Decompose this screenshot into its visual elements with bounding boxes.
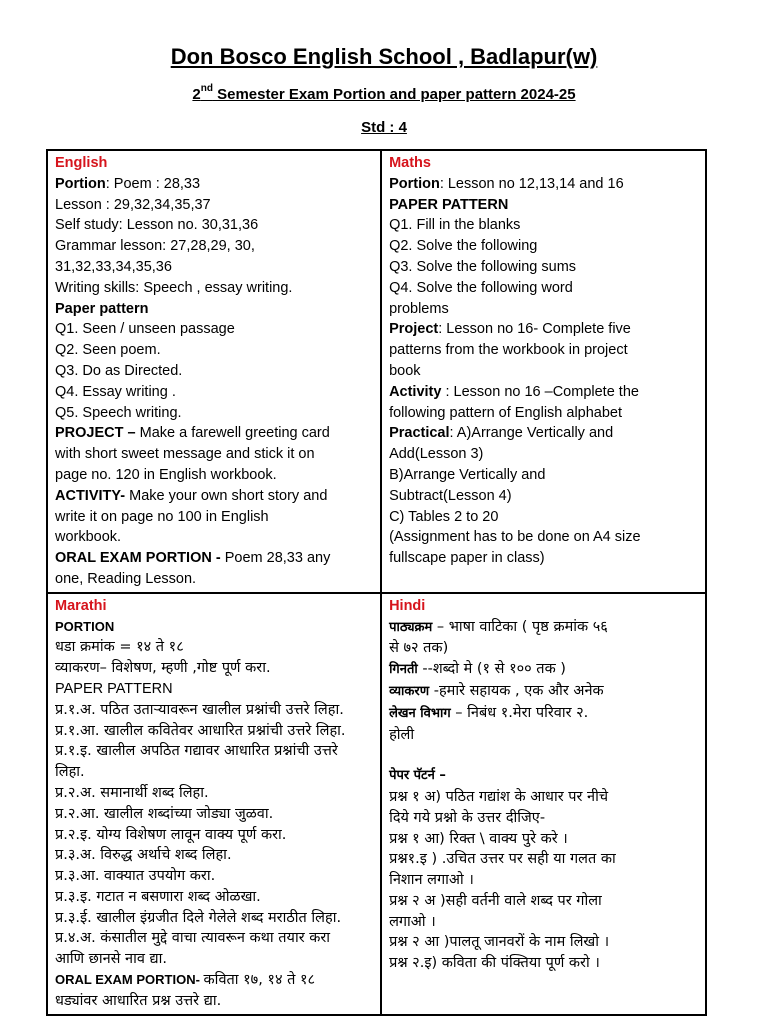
english-grammar-1: Grammar lesson: 27,28,29, 30, <box>55 238 255 255</box>
english-q1: Q1. Seen / unseen passage <box>55 321 235 338</box>
hindi-writing-1: लेखन विभाग – निबंध १.मेरा परिवार २. <box>389 704 589 721</box>
marathi-line: प्र.१.आ. खालील कवितेवर आधारित प्रश्नांची उत्तरे लिहा. <box>55 722 346 739</box>
hindi-line: प्रश्न २ अ )सही वर्तनी वाले शब्द पर गोला <box>389 892 602 909</box>
maths-q2: Q2. Solve the following <box>389 238 538 255</box>
english-section <box>47 150 381 593</box>
maths-practical-3: B)Arrange Vertically and <box>389 466 546 483</box>
maths-project-1: Project: Lesson no 16- Complete five <box>389 321 631 338</box>
maths-practical-5: C) Tables 2 to 20 <box>389 508 499 525</box>
english-writing: Writing skills: Speech , essay writing. <box>55 279 293 296</box>
hindi-section <box>381 593 706 1015</box>
exam-subtitle-rest: Semester Exam Portion and paper pattern 2024-25 <box>212 86 576 103</box>
marathi-line: PAPER PATTERN <box>55 680 173 697</box>
english-q4: Q4. Essay writing . <box>55 383 176 400</box>
english-project-1: PROJECT – Make a farewell greeting card <box>55 425 330 442</box>
maths-practical-1: Practical: A)Arrange Vertically and <box>389 425 614 442</box>
maths-practical-2: Add(Lesson 3) <box>389 446 484 463</box>
maths-paper-pattern: PAPER PATTERN <box>389 196 509 213</box>
maths-activity-1: Activity : Lesson no 16 –Complete the <box>389 383 639 400</box>
maths-project-2: patterns from the workbook in project <box>389 342 628 359</box>
english-activity-2: write it on page no 100 in English <box>55 508 269 525</box>
marathi-portion-label: PORTION <box>55 618 115 634</box>
maths-portion: Portion: Lesson no 12,13,14 and 16 <box>389 175 624 192</box>
english-activity-3: workbook. <box>55 529 122 546</box>
maths-practical-4: Subtract(Lesson 4) <box>389 487 512 504</box>
english-self-study: Self study: Lesson no. 30,31,36 <box>55 217 259 234</box>
hindi-line: निशान लगाओ । <box>389 872 474 889</box>
english-title: English <box>55 155 108 171</box>
hindi-writing-2: होली <box>389 726 415 743</box>
english-project-3: page no. 120 in English workbook. <box>55 466 277 483</box>
marathi-line: प्र.३.आ. वाक्यात उपयोग करा. <box>55 868 216 885</box>
hindi-syllabus-1: पाठ्यक्रम – भाषा वाटिका ( पृष्ठ क्रमांक ५६ <box>389 618 608 635</box>
english-activity-1: ACTIVITY- Make your own short story and <box>55 487 328 504</box>
marathi-line: प्र.३.अ. विरुद्ध अर्थाचे शब्द लिहा. <box>55 847 232 864</box>
hindi-counting: गिनती --शब्दो मे (१ से १०० तक ) <box>389 661 566 678</box>
maths-project-3: book <box>389 362 421 379</box>
maths-activity-2: following pattern of English alphabet <box>389 404 623 421</box>
standard-label: Std : 4 <box>361 119 407 136</box>
english-lesson: Lesson : 29,32,34,35,37 <box>55 196 211 213</box>
maths-practical-6: (Assignment has to be done on A4 size <box>389 529 641 546</box>
maths-q4-1: Q4. Solve the following word <box>389 279 573 296</box>
marathi-oral-2: धड्यांवर आधारित प्रश्न उत्तरे द्या. <box>55 992 222 1009</box>
marathi-section <box>47 593 381 1015</box>
maths-q3: Q3. Solve the following sums <box>389 258 577 275</box>
hindi-line: लगाओ । <box>389 913 436 930</box>
marathi-line: प्र.४.अ. कंसातील मुद्दे वाचा त्यावरून कथा तयार करा <box>55 930 331 947</box>
marathi-line: प्र.२.इ. योग्य विशेषण लावून वाक्य पूर्ण करा. <box>55 826 287 843</box>
english-portion: Portion: Poem : 28,33 <box>55 175 201 192</box>
english-paper-pattern: Paper pattern <box>55 300 149 317</box>
hindi-line: प्रश्न २.इ) कविता की पंक्तिया पूर्ण करो । <box>389 955 600 972</box>
hindi-line: प्रश्न १ अ) पठित गद्यांश के आधार पर नीचे <box>389 788 609 805</box>
marathi-line: धडा क्रमांक = १४ ते १८ <box>55 639 184 656</box>
hindi-line: प्रश्न २ आ )पालतू जानवरों के नाम लिखो । <box>389 934 610 951</box>
hindi-title: Hindi <box>389 597 426 614</box>
marathi-line: प्र.२.अ. समानार्थी शब्द लिहा. <box>55 784 209 801</box>
exam-subtitle-prefix: 2 <box>192 86 201 103</box>
maths-title: Maths <box>389 155 431 171</box>
hindi-syllabus-2: से ७२ तक) <box>389 640 449 657</box>
english-oral-2: one, Reading Lesson. <box>55 570 197 587</box>
english-project-2: with short sweet message and stick it on <box>55 446 315 463</box>
exam-subtitle <box>0 83 768 103</box>
marathi-line: लिहा. <box>55 764 85 781</box>
maths-q4-2: problems <box>389 300 449 317</box>
exam-subtitle-sup: nd <box>200 83 213 94</box>
marathi-line: प्र.३.ई. खालील इंग्रजीत दिले गेलेले शब्द मराठीत लिहा. <box>55 909 342 926</box>
english-oral-1: ORAL EXAM PORTION - Poem 28,33 any <box>55 550 331 567</box>
marathi-title: Marathi <box>55 597 107 614</box>
marathi-line: प्र.३.इ. गटात न बसणारा शब्द ओळखा. <box>55 888 261 905</box>
marathi-oral-1: ORAL EXAM PORTION- कविता १७, १४ ते १८ <box>55 972 316 989</box>
school-title: Don Bosco English School , Badlapur(w) <box>170 44 598 69</box>
hindi-line: दिये गये प्रश्नो के उत्तर दीजिए- <box>389 809 546 826</box>
syllabus-table <box>46 149 707 1016</box>
hindi-line: प्रश्न१.इ ) .उचित उत्तर पर सही या गलत का <box>389 851 616 868</box>
english-q5: Q5. Speech writing. <box>55 404 182 421</box>
english-grammar-2: 31,32,33,34,35,36 <box>55 258 172 275</box>
maths-practical-7: fullscape paper in class) <box>389 550 545 567</box>
english-q3: Q3. Do as Directed. <box>55 362 183 379</box>
english-q2: Q2. Seen poem. <box>55 342 161 359</box>
maths-section <box>381 150 706 593</box>
hindi-grammar: व्याकरण -हमारे सहायक , एक और अनेक <box>389 682 604 699</box>
marathi-line: प्र.१.अ. पठित उताऱ्यावरून खालील प्रश्नांची उत्तरे लिहा. <box>55 701 344 718</box>
marathi-line: आणि छानसे नाव द्या. <box>55 951 168 968</box>
maths-q1: Q1. Fill in the blanks <box>389 217 521 234</box>
marathi-line: व्याकरण– विशेषण, म्हणी ,गोष्ट पूर्ण करा. <box>55 660 271 677</box>
hindi-pattern-label: पेपर पॅटर्न – <box>389 768 446 784</box>
marathi-line: प्र.२.आ. खालील शब्दांच्या जोड्या जुळवा. <box>55 805 274 822</box>
hindi-spacer <box>389 745 698 766</box>
marathi-line: प्र.१.इ. खालील अपठित गद्यावर आधारित प्रश्नांची उत्तरे <box>55 743 338 760</box>
hindi-line: प्रश्न १ आ) रिक्त \ वाक्य पुरे करे । <box>389 830 568 847</box>
